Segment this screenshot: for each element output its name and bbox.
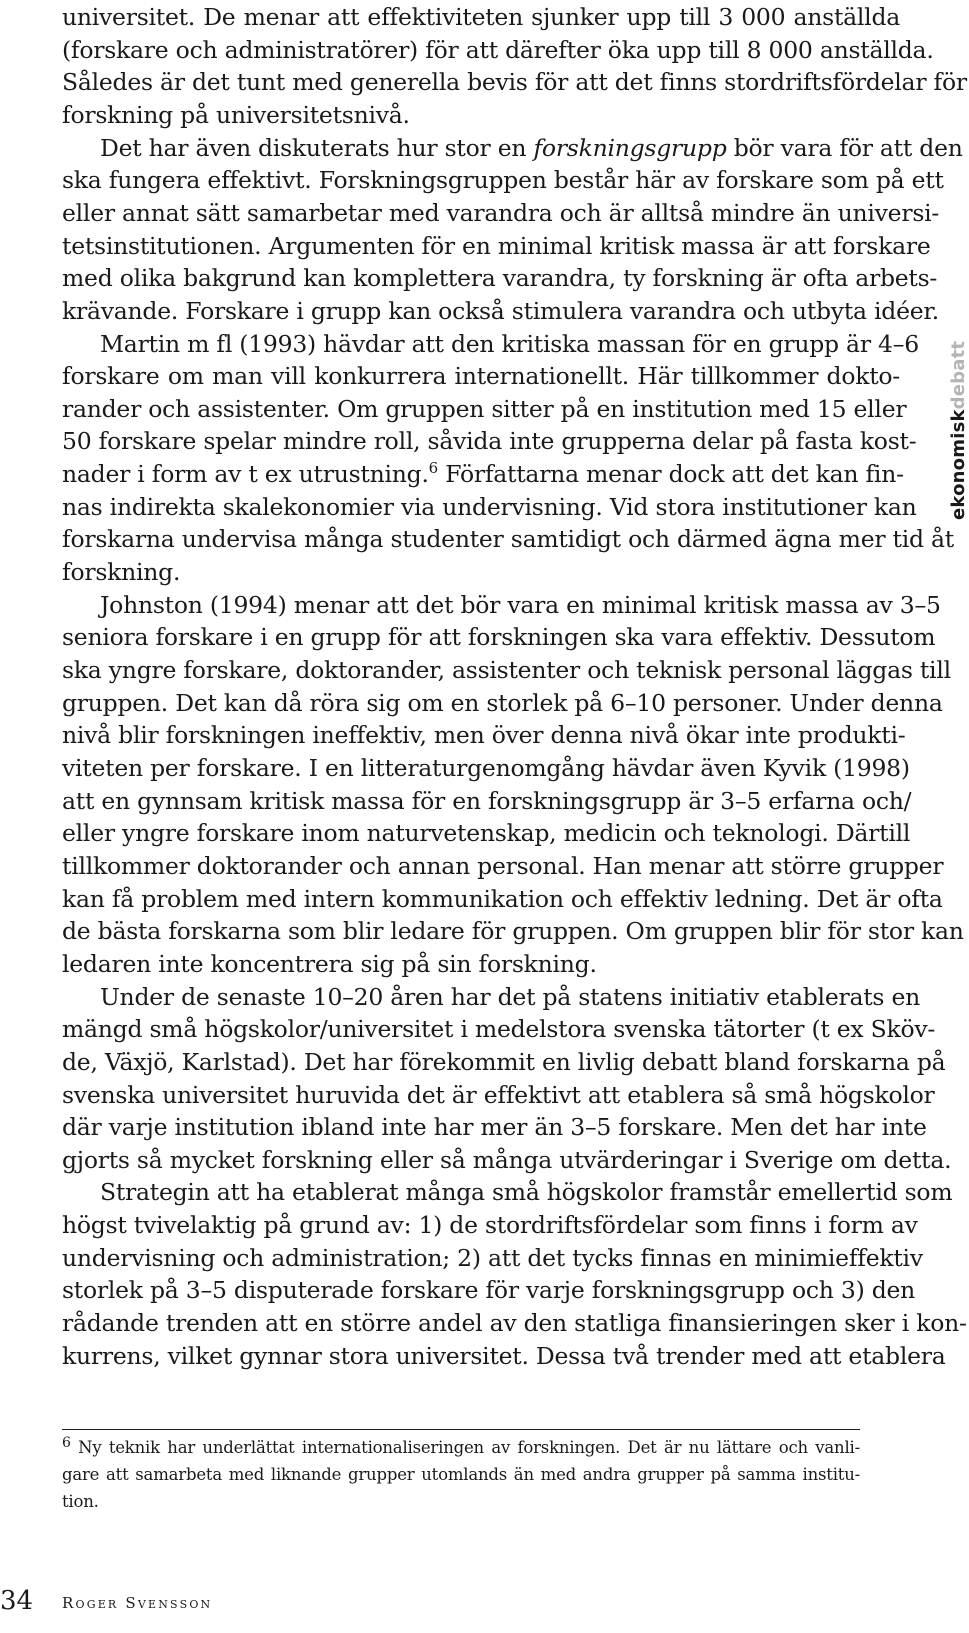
- body-line: ska yngre forskare, doktorander, assistenter och teknisk personal läggas till: [62, 656, 951, 684]
- footnote-reference: 6: [428, 459, 438, 478]
- body-line: nader i form av t ex utrustning.$^6$ Författarna menar dock att det kan fin-: [62, 459, 904, 489]
- body-line: svenska universitet huruvida det är effektivt att etablera så små högskolor: [62, 1080, 935, 1109]
- page-number: 34: [0, 1586, 34, 1616]
- footnote-rule: [62, 1429, 860, 1430]
- sidebar-part-ekonomisk: ekonomisk: [948, 409, 969, 520]
- sidebar-part-debatt: debatt: [948, 340, 969, 410]
- body-line: rådande trenden att en större andel av den statliga finansieringen sker i kon-: [62, 1309, 967, 1337]
- body-line: forskare om man vill konkurrera internationellt. Här tillkommer dokto-: [62, 362, 900, 391]
- footnote-line-2: gare att samarbeta med liknande grupper utomlands än med andra grupper på samma institu-: [62, 1465, 860, 1484]
- body-line: kurrens, vilket gynnar stora universitet. Dessa två trender med att etablera: [62, 1341, 946, 1370]
- body-line: eller yngre forskare inom naturvetenskap, medicin och teknologi. Därtill: [62, 819, 911, 848]
- body-line: med olika bakgrund kan komplettera varandra, ty forskning är ofta arbets-: [62, 264, 938, 293]
- body-line: att en gynnsam kritisk massa för en forskningsgrupp är 3–5 erfarna och/: [62, 786, 912, 815]
- body-line: forskarna undervisa många studenter samtidigt och därmed ägna mer tid åt: [62, 525, 954, 554]
- body-line: kan få problem med intern kommunikation och effektiv ledning. Det är ofta: [62, 884, 943, 913]
- body-line: 50 forskare spelar mindre roll, såvida inte grupperna delar på fasta kost-: [62, 427, 917, 456]
- body-line: tillkommer doktorander och annan personal. Han menar att större grupper: [62, 851, 944, 880]
- body-line: Således är det tunt med generella bevis för att det finns stordriftsfördelar för: [62, 68, 967, 97]
- body-line: nivå blir forskningen ineffektiv, men över denna nivå ökar inte produkti-: [62, 721, 906, 750]
- body-line: de, Växjö, Karlstad). Det har förekommit en livlig debatt bland forskarna på: [62, 1047, 946, 1076]
- body-line: mängd små högskolor/universitet i medelstora svenska tätorter (t ex Sköv-: [62, 1015, 936, 1044]
- body-line: forskning.: [62, 558, 181, 586]
- body-line: eller annat sätt samarbetar med varandra och är alltså mindre än universi-: [62, 198, 940, 227]
- body-line: universitet. De menar att effektiviteten sjunker upp till 3 000 anställda: [62, 3, 900, 31]
- body-line: högst tvivelaktig på grund av: 1) de stordriftsfördelar som finns i form av: [62, 1211, 918, 1239]
- running-footer-author: Roger Svensson: [62, 1594, 213, 1612]
- journal-sidebar-label: [948, 341, 969, 520]
- body-line: forskning på universitetsnivå.: [62, 100, 410, 129]
- body-line: tetsinstitutionen. Argumenten för en minimal kritisk massa är att forskare: [62, 231, 931, 260]
- body-line: storlek på 3–5 disputerade forskare för varje forskningsgrupp och 3) den: [62, 1276, 916, 1305]
- body-line: Martin m fl (1993) hävdar att den kritiska massan för en grupp är 4–6: [100, 329, 919, 358]
- body-line: (forskare och administratörer) för att därefter öka upp till 8 000 anställda.: [62, 35, 934, 64]
- body-line: där varje institution ibland inte har mer än 3–5 forskare. Men det har inte: [62, 1113, 927, 1142]
- body-line: ska fungera effektivt. Forskningsgruppen består här av forskare som på ett: [62, 166, 944, 195]
- body-line: Johnston (1994) menar att det bör vara en minimal kritisk massa av 3–5: [100, 590, 941, 619]
- body-line: Det har även diskuterats hur stor en forskningsgrupp bör vara för att den: [100, 133, 963, 162]
- body-line: ledaren inte koncentrera sig på sin forskning.: [62, 949, 597, 978]
- body-line: de bästa forskarna som blir ledare för gruppen. Om gruppen blir för stor kan: [62, 917, 964, 946]
- body-line: undervisning och administration; 2) att det tycks finnas en minimieffektiv: [62, 1243, 923, 1272]
- body-line: Under de senaste 10–20 åren har det på statens initiativ etablerats en: [100, 982, 920, 1011]
- emphasis: forskningsgrupp: [533, 133, 727, 162]
- body-line: seniora forskare i en grupp för att forskningen ska vara effektiv. Dessutom: [62, 623, 936, 652]
- body-line: nas indirekta skalekonomier via undervisning. Vid stora institutioner kan: [62, 492, 917, 521]
- body-line: Strategin att ha etablerat många små högskolor framstår emellertid som: [100, 1178, 953, 1207]
- footnote-line-1: $^6$ Ny teknik har underlättat internationaliseringen av forskningen. Det är nu lättare och vanli-: [62, 1435, 860, 1457]
- body-line: viteten per forskare. I en litteraturgenomgång hävdar även Kyvik (1998): [62, 753, 910, 782]
- body-line: krävande. Forskare i grupp kan också stimulera varandra och utbyta idéer.: [62, 296, 939, 325]
- body-line: gjorts så mycket forskning eller så många utvärderingar i Sverige om detta.: [62, 1145, 952, 1174]
- footnote-marker: 6: [62, 1435, 71, 1451]
- footnote-line-3: tion.: [62, 1492, 99, 1511]
- body-line: rander och assistenter. Om gruppen sitter på en institution med 15 eller: [62, 394, 907, 423]
- body-line: gruppen. Det kan då röra sig om en storlek på 6–10 personer. Under denna: [62, 688, 943, 717]
